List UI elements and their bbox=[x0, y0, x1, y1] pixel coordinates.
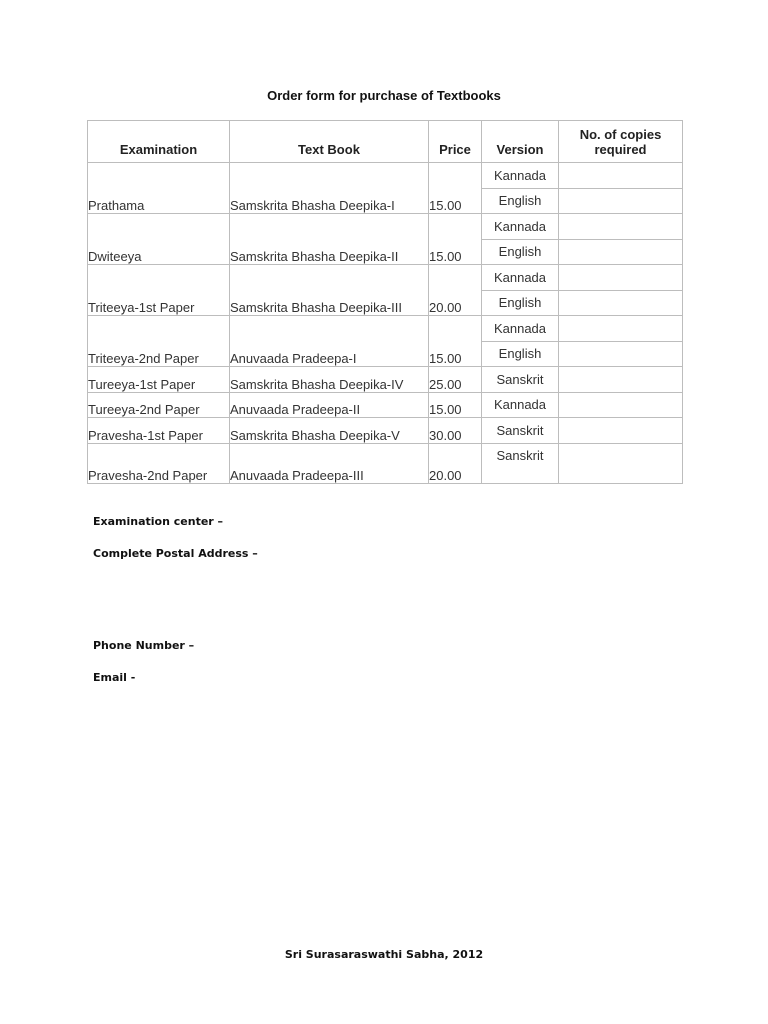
book-cell: Samskrita Bhasha Deepika-I bbox=[230, 163, 429, 214]
book-cell: Anuvaada Pradeepa-II bbox=[230, 392, 429, 418]
table-row bbox=[88, 443, 683, 483]
exam-cell: Pravesha-1st Paper bbox=[88, 418, 230, 444]
version-cell: Sanskrit bbox=[482, 418, 559, 444]
book-cell: Anuvaada Pradeepa-III bbox=[230, 443, 429, 483]
version-cell: Kannada bbox=[482, 214, 559, 240]
price-cell: 15.00 bbox=[429, 392, 482, 418]
copies-input-cell[interactable] bbox=[559, 290, 683, 316]
copies-input-cell[interactable] bbox=[559, 316, 683, 342]
exam-cell: Triteeya-2nd Paper bbox=[88, 316, 230, 367]
header-row bbox=[88, 121, 683, 163]
footer-text: Sri Surasaraswathi Sabha, 2012 bbox=[284, 948, 484, 961]
page-title: Order form for purchase of Textbooks bbox=[267, 88, 501, 103]
header-version: Version bbox=[482, 121, 559, 163]
postal-address-label: Complete Postal Address – bbox=[93, 547, 258, 560]
price-cell: 30.00 bbox=[429, 418, 482, 444]
price-cell: 15.00 bbox=[429, 316, 482, 367]
version-cell: Kannada bbox=[482, 265, 559, 291]
book-cell: Anuvaada Pradeepa-I bbox=[230, 316, 429, 367]
header-examination: Examination bbox=[88, 121, 230, 163]
email-label: Email - bbox=[93, 671, 136, 684]
phone-number-label: Phone Number – bbox=[93, 639, 195, 652]
order-table bbox=[87, 120, 683, 484]
copies-input-cell[interactable] bbox=[559, 239, 683, 265]
table-row bbox=[88, 265, 683, 291]
price-cell: 20.00 bbox=[429, 265, 482, 316]
table-row bbox=[88, 367, 683, 393]
copies-input-cell[interactable] bbox=[559, 392, 683, 418]
table-row bbox=[88, 392, 683, 418]
version-cell: English bbox=[482, 341, 559, 367]
version-cell: English bbox=[482, 239, 559, 265]
exam-cell: Tureeya-2nd Paper bbox=[88, 392, 230, 418]
copies-input-cell[interactable] bbox=[559, 214, 683, 240]
copies-input-cell[interactable] bbox=[559, 163, 683, 189]
version-cell: English bbox=[482, 290, 559, 316]
version-cell: Sanskrit bbox=[482, 443, 559, 483]
version-cell: Kannada bbox=[482, 163, 559, 189]
exam-cell: Tureeya-1st Paper bbox=[88, 367, 230, 393]
price-cell: 25.00 bbox=[429, 367, 482, 393]
copies-input-cell[interactable] bbox=[559, 443, 683, 483]
copies-input-cell[interactable] bbox=[559, 265, 683, 291]
examination-center-label: Examination center – bbox=[93, 515, 224, 528]
version-cell: Kannada bbox=[482, 316, 559, 342]
copies-input-cell[interactable] bbox=[559, 188, 683, 214]
exam-cell: Dwiteeya bbox=[88, 214, 230, 265]
copies-input-cell[interactable] bbox=[559, 418, 683, 444]
book-cell: Samskrita Bhasha Deepika-III bbox=[230, 265, 429, 316]
header-copies: No. of copies required bbox=[559, 121, 683, 163]
price-cell: 15.00 bbox=[429, 163, 482, 214]
book-cell: Samskrita Bhasha Deepika-V bbox=[230, 418, 429, 444]
table-row bbox=[88, 163, 683, 189]
table-row bbox=[88, 316, 683, 342]
header-text-book: Text Book bbox=[230, 121, 429, 163]
header-price: Price bbox=[429, 121, 482, 163]
book-cell: Samskrita Bhasha Deepika-IV bbox=[230, 367, 429, 393]
copies-input-cell[interactable] bbox=[559, 341, 683, 367]
table-row bbox=[88, 418, 683, 444]
exam-cell: Triteeya-1st Paper bbox=[88, 265, 230, 316]
copies-input-cell[interactable] bbox=[559, 367, 683, 393]
price-cell: 15.00 bbox=[429, 214, 482, 265]
exam-cell: Pravesha-2nd Paper bbox=[88, 443, 230, 483]
table-row bbox=[88, 214, 683, 240]
version-cell: Sanskrit bbox=[482, 367, 559, 393]
price-cell: 20.00 bbox=[429, 443, 482, 483]
exam-cell: Prathama bbox=[88, 163, 230, 214]
version-cell: Kannada bbox=[482, 392, 559, 418]
version-cell: English bbox=[482, 188, 559, 214]
book-cell: Samskrita Bhasha Deepika-II bbox=[230, 214, 429, 265]
